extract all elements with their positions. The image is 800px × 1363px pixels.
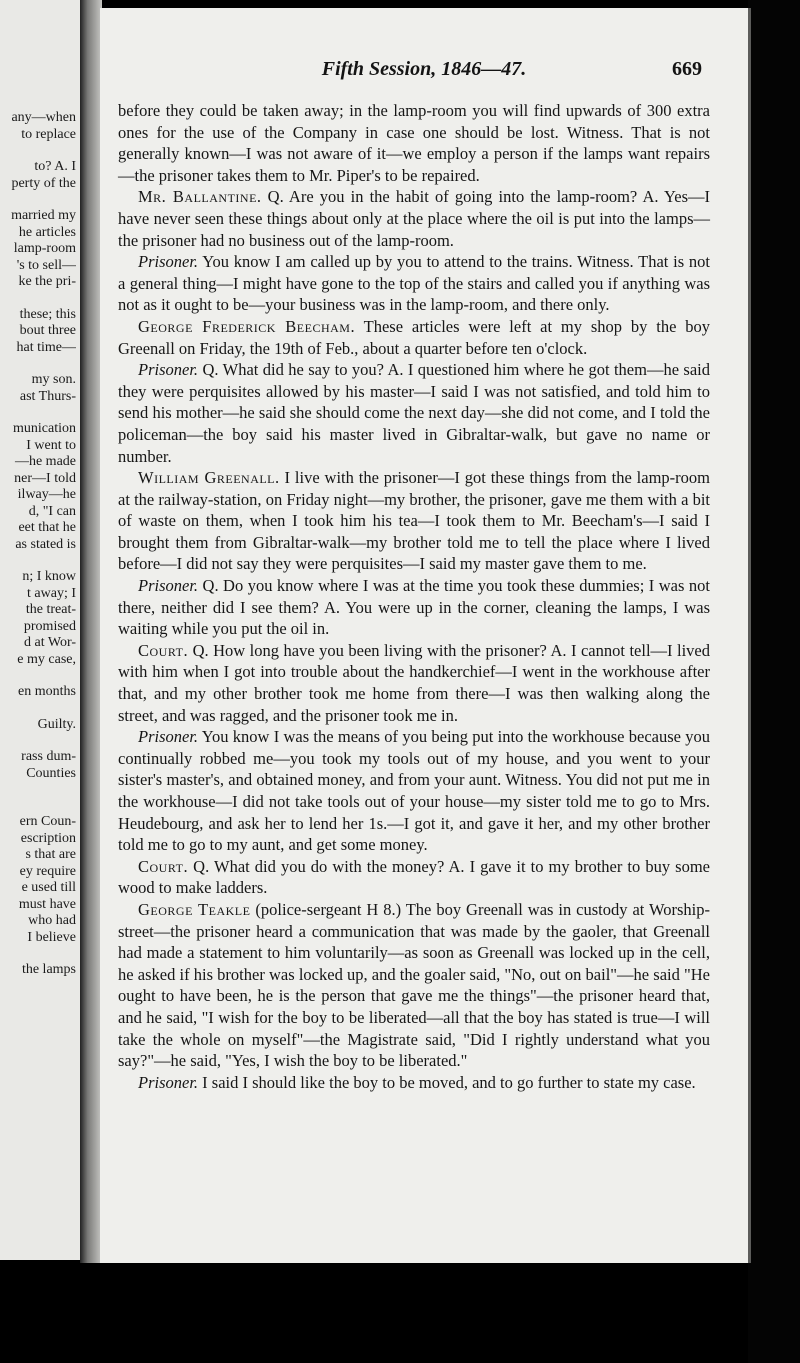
left-page-line: as stated is [15,536,76,552]
left-page-line: s that are [25,847,76,862]
speaker-name: Mr. Ballantine. [138,187,262,207]
left-page-line [0,356,76,372]
left-page-line: d at Wor- [24,635,76,650]
paragraph-text: before they could be taken away; in the lamp-room you will find upwards of 300 extra ones for the use of the Company in case one should be lost. Witness. That is not generally known—I was not aware of it—we employ a person if the lamps want repairs—the prisoner takes them to Mr. Piper's to be repaired. [118,101,710,185]
left-page-line [0,782,76,798]
left-page-line: bout three [19,323,76,338]
paragraph [118,467,710,575]
speaker-name: Court. [138,640,189,660]
paragraph [118,316,710,359]
paragraph-text: You know I am called up by you to attend to the trains. Witness. That is not a general thing—I might have gone to the top of the stairs and called you if anything was not as it ought to be—your business was in the lamp-room, and there only. [118,252,710,315]
left-page-line: ner—I told [14,470,76,486]
left-page-line [0,946,76,962]
left-page-line: perty of the [11,175,76,191]
paragraph-text: Q. What did you do with the money? A. I gave it to my brother to buy some wood to make ladders. [118,856,711,898]
paragraph-text: You know I was the means of you being put into the workhouse because you continually robbed me—you took my tools out of my house, and you went to your sister's master's, and obtained money, and from your aunt. Witness. You did not put me in the workhouse—I did not take tools out of your house—my sister told me to go to Mrs. Heudebourg, and ask her to lend her 1s.—I got it, and gave it her, and my other brother told me to go to my aunt, and get some money. [118,727,710,855]
page-header [100,58,748,88]
left-page-line: to replace [21,126,76,142]
left-page-line: e my case, [17,651,76,667]
speaker-name: Prisoner. [138,252,199,272]
left-page-line: any—when [11,110,76,125]
paragraph [118,1072,710,1094]
speaker-name: William Greenall. [138,468,280,488]
left-page-line: e used till [21,880,76,895]
book-gutter [80,0,102,1263]
speaker-name: Prisoner. [138,360,199,380]
left-page-line: ast Thurs- [19,388,76,404]
left-page-line: these; this [19,306,76,322]
left-page-line: the lamps [21,962,76,977]
left-page-line: Guilty. [37,716,76,732]
left-page-line: hat time— [16,339,76,355]
left-page-line [0,668,76,684]
left-page-line [0,733,76,749]
left-page-line: must have [18,896,76,912]
paragraph-text: Q. How long have you been living with the prisoner? A. I cannot tell—I lived with him when I got into trouble about the handkerchief—I went in the workhouse after that, and my other brother took me home from there—I was then walking along the street, and was ragged, and the prisoner took me in. [118,640,711,725]
left-page-line [0,553,76,569]
left-page-line: I believe [27,929,76,945]
left-page-line: Counties [26,765,76,781]
paragraph-text: I said I should like the boy to be moved, and to go further to state my case. [202,1072,696,1092]
paragraph [118,640,710,726]
left-page-line: 's to sell— [16,257,76,273]
paragraph-text: I live with the prisoner—I got these things from the lamp-room at the railway-station, on Friday night—my brother, the prisoner, gave me them with a bit of waste on them, when I took him his tea—I took them to Mr. Beecham's—I said I brought them from Gibraltar-walk—my brother told me to tell the place where I lived before—I did not say they were perquisites—I said my master gave them to me. [118,468,710,574]
left-page-line: d, "I can [28,503,76,519]
left-page-line: munication [13,421,76,436]
speaker-name: Court. [138,856,189,876]
paragraph [118,359,710,467]
paragraph [118,856,710,899]
left-page-line [0,405,76,421]
left-page-text [0,110,76,979]
left-page-line [0,798,76,814]
paragraph-text: Q. Do you know where I was at the time you took these dummies; I was not there, neither did I see them? A. You were up in the corner, cleaning the lamps, I was waiting while you put the oil in. [118,576,710,639]
speaker-name: Prisoner. [138,727,199,747]
left-page-line: rass dum- [21,749,76,764]
scan-border [748,0,800,1363]
page-number: 669 [672,58,702,80]
left-page-line: I went to [26,437,76,453]
paragraph-text: These articles were left at my shop by the boy Greenall on Friday, the 19th of Feb., about a quarter before ten o'clock. [118,316,710,358]
paragraph [118,100,710,186]
left-page-line: escription [20,830,76,846]
running-title: Fifth Session, 1846—47. [321,58,527,80]
paragraph [118,575,710,640]
speaker-name: George Teakle [138,899,251,919]
paragraph [118,899,710,1072]
paragraph [118,186,710,251]
paragraph-text: (police-sergeant H 8.) The boy Greenall was in custody at Worship-street—the prisoner heard a communication that was made by the gaoler, that Greenall had made a statement to him voluntarily—as soon as Greenall was locked up in the cell, he asked if his brother was locked up, and the goaler said, "No, out on bail"—he said "He ought to have been, he is the person that gave me the things"—the prisoner heard that, and he said, "I wish for the boy to be liberated—all that the boy has stated is true—I will take the whole on myself"—the Magistrate said, "Did I rightly understand what you say?"—he said, "Yes, I wish the boy to be liberated." [118,899,710,1071]
left-page-line: lamp-room [13,241,76,256]
left-page-line: who had [28,913,76,928]
left-page-line: the treat- [25,602,76,617]
left-page-line: ern Coun- [19,814,76,829]
left-page-line: my son. [31,372,76,387]
left-page-line [0,291,76,307]
speaker-name: Prisoner. [138,576,199,596]
left-page-line: —he made [14,454,76,469]
left-page-line: ilway—he [17,487,76,502]
speaker-name: George Frederick Beecham. [138,316,356,336]
left-page-line: promised [23,618,76,634]
left-page-line [0,143,76,159]
left-page-line: married my [11,208,76,223]
speaker-name: Prisoner. [138,1072,199,1092]
left-page-line: en months [18,684,76,699]
paragraph [118,726,710,856]
left-page-line: ey require [19,863,76,879]
left-page-line [0,701,76,717]
paragraph [118,251,710,316]
page-edge [748,8,751,1263]
left-page-line: to? A. I [34,159,76,174]
left-page-line: t away; I [27,585,76,601]
left-page-line: he articles [18,224,76,240]
left-page-line: n; I know [22,569,76,584]
left-page-line [0,192,76,208]
left-page-line: ke the pri- [18,274,76,289]
left-page-line: eet that he [18,520,76,535]
paragraph-text: Q. What did he say to you? A. I questioned him where he got them—he said they were perquisites allowed by his master—I said I was not satisfied, and told him to send his mother—he said she should come the next day—she did not come, and I told the policeman—the boy said his master lived in Gibraltar-walk, but gave no name or number. [118,360,711,466]
paragraph-text: Q. Are you in the habit of going into the lamp-room? A. Yes—I have never seen these things about only at the place where the oil is put into the lamps—the prisoner had no business out of the lamp-room. [118,187,710,250]
body-text [118,100,710,1093]
